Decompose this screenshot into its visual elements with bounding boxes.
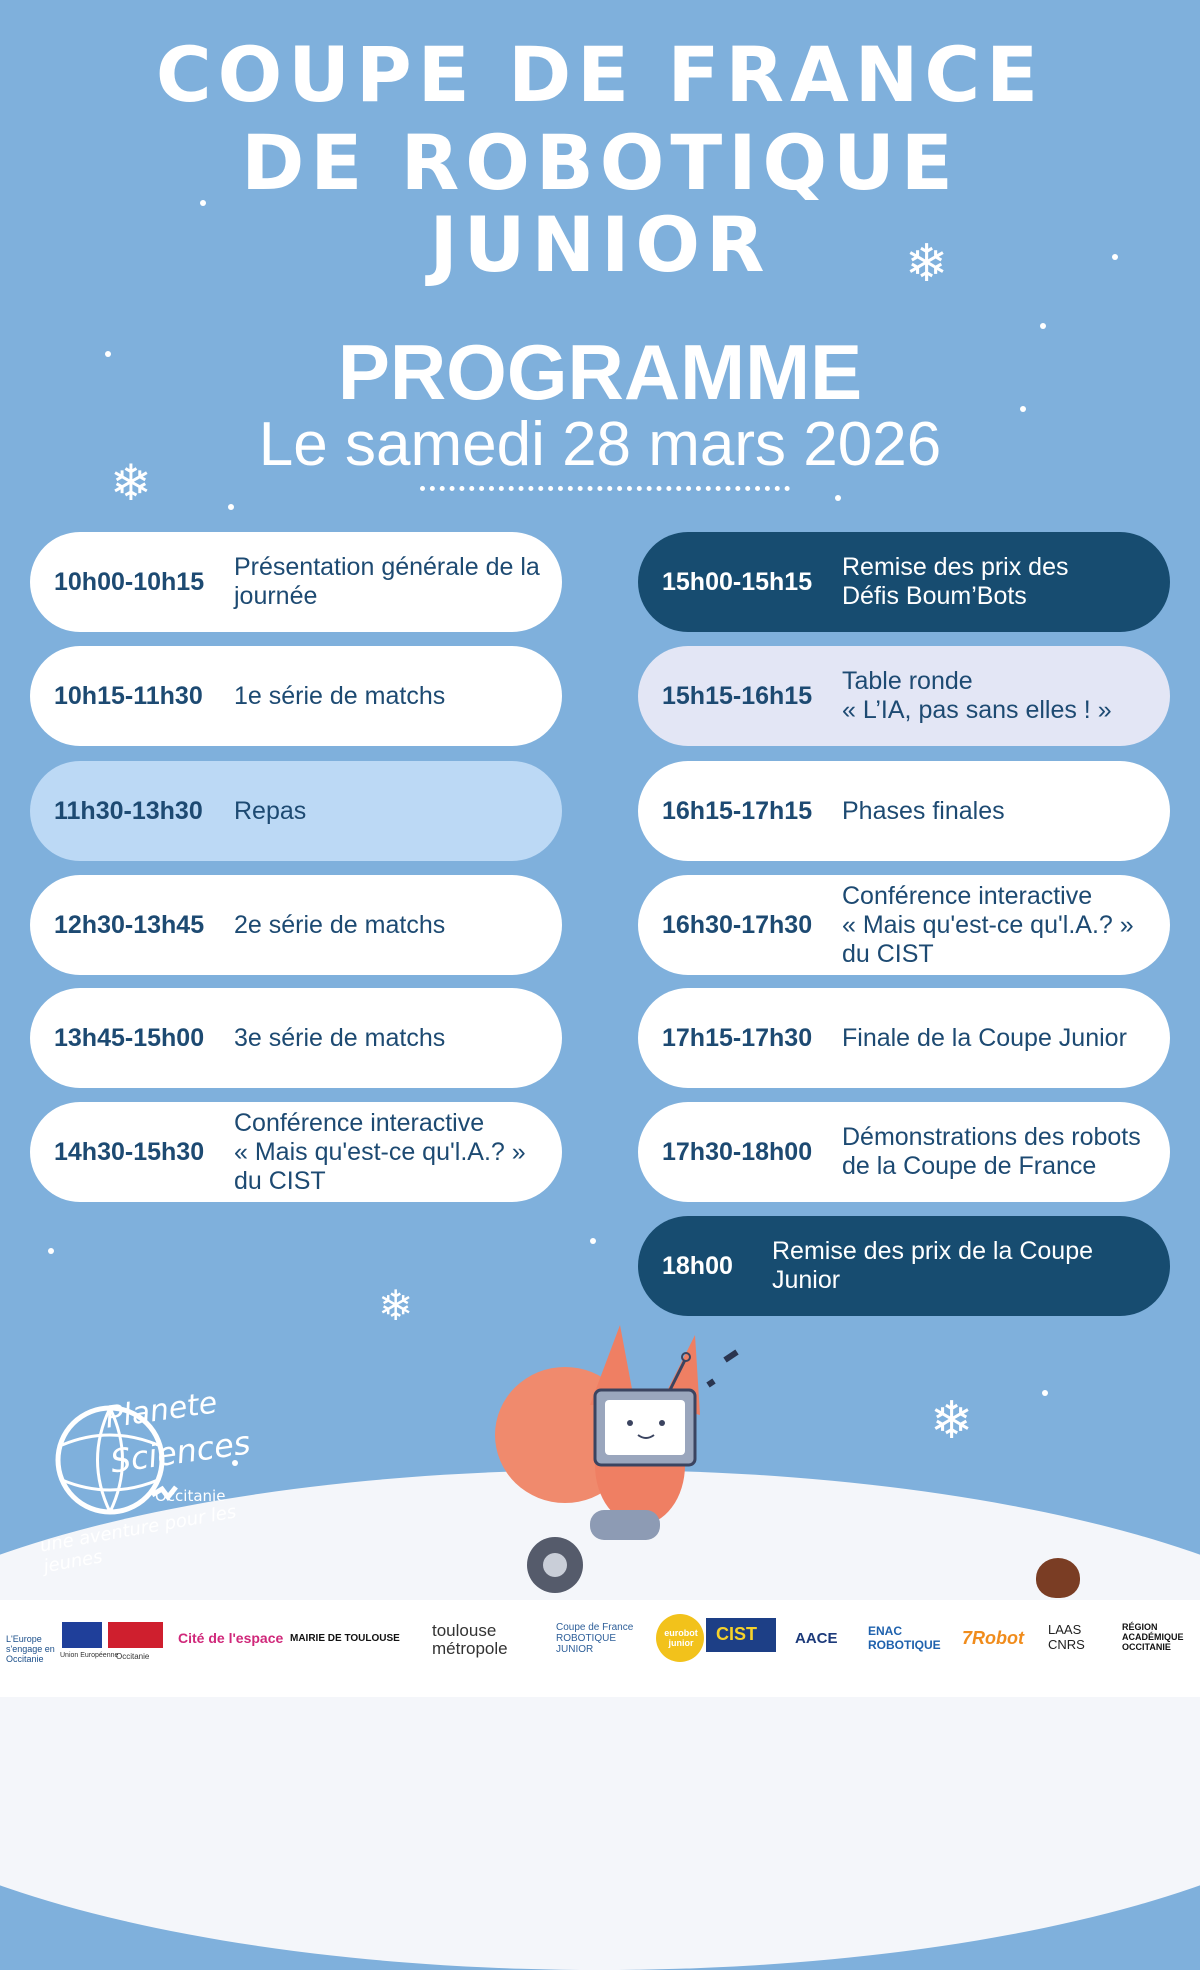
snow-dot: [228, 504, 234, 510]
partner-logo: eurobot junior: [664, 1628, 698, 1648]
snow-dot: [590, 1238, 596, 1244]
snowflake-icon: ❄: [378, 1281, 414, 1330]
schedule-item: [30, 1102, 562, 1202]
schedule-time: 15h15-16h15: [662, 681, 813, 710]
schedule-label: Phases finales: [842, 796, 1005, 825]
schedule-item: [30, 532, 562, 632]
eu-flag-icon: [62, 1622, 102, 1648]
schedule-time: 16h15-17h15: [662, 796, 813, 825]
tagline: une aventure pour les jeunes: [38, 1501, 238, 1578]
partner-logo: ENAC ROBOTIQUE: [868, 1624, 941, 1652]
dotted-divider: [420, 486, 790, 491]
partner-logo: LAAS CNRS: [1048, 1622, 1085, 1652]
schedule-time: 10h15-11h30: [54, 681, 203, 710]
schedule-time: 17h15-17h30: [662, 1023, 813, 1052]
planete-sciences-logo: [38, 1385, 300, 1578]
schedule-time: 13h45-15h00: [54, 1023, 205, 1052]
partner-logo: toulouse métropole: [432, 1621, 508, 1658]
schedule-time: 12h30-13h45: [54, 910, 205, 939]
schedule-label: Table ronde « L’IA, pas sans elles ! »: [842, 667, 1112, 724]
programme-heading: PROGRAMME: [337, 328, 863, 416]
snow-dot: [1042, 1390, 1048, 1396]
schedule-item: [638, 875, 1170, 975]
occitanie-label: Occitanie: [155, 1487, 226, 1505]
schedule-time: 15h00-15h15: [662, 567, 813, 596]
schedule-label: Finale de la Coupe Junior: [842, 1023, 1127, 1052]
title-line-3: JUNIOR: [429, 200, 771, 289]
schedule-item: [638, 646, 1170, 746]
snowflake-icon: ❄: [905, 234, 949, 294]
schedule-label: Conférence interactive « Mais qu'est-ce qu'l.A.? » du CIST: [842, 881, 1134, 968]
chestnut-icon: [1036, 1558, 1080, 1598]
schedule-time: 10h00-10h15: [54, 567, 205, 596]
partner-logo: CIST: [716, 1624, 758, 1644]
schedule-label: Présentation générale de la journée: [234, 553, 540, 610]
schedule-item: [30, 646, 562, 746]
schedule-time: 14h30-15h30: [54, 1137, 205, 1166]
squirrel-robot-mascot: [470, 1315, 770, 1605]
schedule-time: 11h30-13h30: [54, 796, 203, 825]
event-date: Le samedi 28 mars 2026: [258, 410, 942, 479]
partner-logo: Occitanie: [116, 1652, 150, 1661]
schedule-label: Démonstrations des robots de la Coupe de France: [842, 1123, 1141, 1180]
schedule-label: 1e série de matchs: [234, 681, 446, 710]
partners-strip: [0, 1600, 1200, 1697]
schedule-time: 16h30-17h30: [662, 910, 813, 939]
snow-dot: [1040, 323, 1046, 329]
partner-logo: MAIRIE DE TOULOUSE: [290, 1633, 400, 1644]
planete-label: Planete: [103, 1385, 220, 1436]
partner-logo: 7Robot: [962, 1628, 1024, 1648]
occitanie-flag-icon: [108, 1622, 163, 1648]
schedule-time: 18h00: [662, 1251, 733, 1280]
schedule-label: 3e série de matchs: [234, 1023, 446, 1052]
partner-logo: RÉGION ACADÉMIQUE OCCITANIE: [1122, 1622, 1184, 1652]
title-line-1: COUPE DE FRANCE: [155, 30, 1045, 119]
partner-logo: Cité de l'espace: [178, 1630, 284, 1646]
snow-dot: [835, 495, 841, 501]
partner-logo: L'Europe s'engage en Occitanie: [6, 1634, 55, 1664]
schedule-label: Remise des prix de la Coupe Junior: [772, 1237, 1093, 1294]
sciences-label: Sciences: [108, 1423, 253, 1481]
snowflake-icon: ❄: [110, 454, 152, 512]
partner-logo: Coupe de France ROBOTIQUE JUNIOR: [556, 1622, 634, 1655]
schedule-label: Repas: [234, 796, 307, 825]
schedule-item: [638, 1102, 1170, 1202]
schedule-item: [30, 761, 562, 861]
schedule-item: [30, 875, 562, 975]
partner-logo: Union Européenne: [60, 1652, 119, 1659]
schedule-time: 17h30-18h00: [662, 1137, 813, 1166]
schedule-label: Conférence interactive « Mais qu'est-ce qu'l.A.? » du CIST: [234, 1108, 526, 1195]
title-line-2: DE ROBOTIQUE: [241, 118, 959, 207]
schedule-item: [638, 532, 1170, 632]
partner-logo: AACE: [795, 1630, 838, 1647]
snowflake-icon: ❄: [930, 1391, 974, 1451]
schedule-item: [638, 988, 1170, 1088]
schedule-item-final: [638, 1216, 1170, 1316]
schedule-item: [30, 988, 562, 1088]
snow-dot: [48, 1248, 54, 1254]
schedule-label: Remise des prix des Défis Boum’Bots: [842, 553, 1069, 610]
schedule-label: 2e série de matchs: [234, 910, 446, 939]
schedule-item: [638, 761, 1170, 861]
